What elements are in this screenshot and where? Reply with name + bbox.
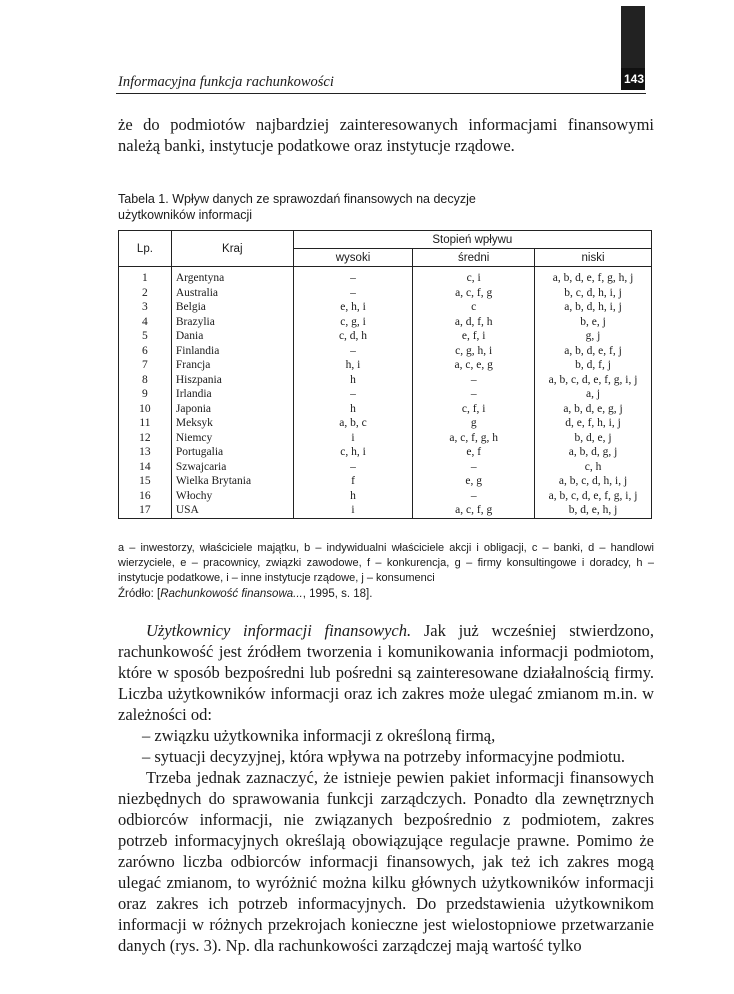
row-number: 2 (119, 286, 172, 301)
impact-high: – (293, 460, 413, 475)
table-row (119, 474, 652, 489)
table-row (119, 431, 652, 446)
country-name: Meksyk (171, 416, 293, 431)
table-notes: a – inwestorzy, właściciele majątku, b – indywidualni właściciele akcji i obligacji, c – banki, d – handlowi wierzyciele, e – pracownicy, związki zawodowe, f – konkurencja, g – firmy konsultingowe i doradcy, h – instytucje podatkowe, i – inne instytucje rządowe, j – konsumenci (118, 542, 654, 584)
impact-high: c, g, i (293, 315, 413, 330)
list-item: – związku użytkownika informacji z określoną firmą, (142, 726, 496, 745)
impact-medium: a, d, f, h (413, 315, 535, 330)
country-name: Irlandia (171, 387, 293, 402)
impact-high: c, d, h (293, 329, 413, 344)
impact-low: b, d, e, j (535, 431, 652, 446)
source-title: Rachunkowość finansowa... (160, 588, 303, 600)
header-rule (116, 93, 646, 94)
page-number: 143 (623, 72, 645, 86)
row-number: 13 (119, 445, 172, 460)
impact-low: a, b, d, e, f, j (535, 344, 652, 359)
row-number: 4 (119, 315, 172, 330)
impact-medium: c, i (413, 267, 535, 286)
impact-high: – (293, 344, 413, 359)
impact-low: a, b, d, h, i, j (535, 300, 652, 315)
table-row (119, 267, 652, 286)
impact-high: h (293, 373, 413, 388)
body-text (118, 620, 654, 956)
row-number: 8 (119, 373, 172, 388)
impact-low: g, j (535, 329, 652, 344)
impact-low: b, c, d, h, i, j (535, 286, 652, 301)
table-caption: Tabela 1. Wpływ danych ze sprawozdań finansowych na decyzje użytkowników informacji (118, 192, 476, 222)
header-low: niski (535, 249, 652, 267)
country-name: Wielka Brytania (171, 474, 293, 489)
impact-medium: a, c, f, g (413, 286, 535, 301)
header-high: wysoki (293, 249, 413, 267)
impact-medium: c (413, 300, 535, 315)
impact-low: a, b, d, g, j (535, 445, 652, 460)
country-name: Francja (171, 358, 293, 373)
table-body (119, 267, 652, 519)
impact-medium: e, f, i (413, 329, 535, 344)
country-name: Argentyna (171, 267, 293, 286)
paragraph-users (118, 620, 654, 725)
row-number: 12 (119, 431, 172, 446)
country-name: Finlandia (171, 344, 293, 359)
country-name: Belgia (171, 300, 293, 315)
table-row (119, 416, 652, 431)
impact-medium: – (413, 373, 535, 388)
impact-medium: c, f, i (413, 402, 535, 417)
impact-high: – (293, 267, 413, 286)
impact-medium: a, c, f, g (413, 503, 535, 518)
impact-low: c, h (535, 460, 652, 475)
impact-table (118, 230, 652, 519)
impact-medium: c, g, h, i (413, 344, 535, 359)
table-row (119, 358, 652, 373)
country-name: Szwajcaria (171, 460, 293, 475)
impact-high: f (293, 474, 413, 489)
paragraph-users-heading: Użytkownicy informacji finansowych. (146, 621, 412, 640)
paragraph-needs: Trzeba jednak zaznaczyć, że istnieje pewien pakiet informacji finansowych niezbędnych do sprawowania funkcji zarządczych. Ponadto dla zewnętrznych odbiorców informacji, nie związanych bezpośrednio z podmiotem, zakres potrzeb informacyjnych określają obowiązujące regulacje prawne. Pomimo że zarówno liczba odbiorców informacji finansowych, jak też ich zakres mogą ulegać zmianom, to wyróżnić można kilku głównych użytkowników informacji oraz zakres ich potrzeb informacyjnych. Do przedstawienia użytkownikom informacji w różnych przekrojach konieczne jest wielostopniowe przetwarzanie danych (rys. 3). Np. dla rachunkowości zarządczej mają wartość tylko (118, 768, 654, 955)
impact-low: b, d, f, j (535, 358, 652, 373)
source-prefix: Źródło: [ (118, 588, 161, 600)
country-name: Japonia (171, 402, 293, 417)
row-number: 6 (119, 344, 172, 359)
paragraph-users-text: Jak już wcześniej stwierdzono, rachunkowość jest źródłem tworzenia i komunikowania informacji podmiotom, które w sposób bezpośredni lub pośredni są zainteresowane działalnością firmy. Liczba użytkowników informacji oraz ich zakres może ulegać zmianom m.in. w zależności od: (118, 621, 654, 724)
country-name: Hiszpania (171, 373, 293, 388)
impact-medium: – (413, 489, 535, 504)
table-row (119, 387, 652, 402)
table-row (119, 489, 652, 504)
header-lp: Lp. (119, 231, 172, 267)
row-number: 14 (119, 460, 172, 475)
impact-high: a, b, c (293, 416, 413, 431)
row-number: 1 (119, 267, 172, 286)
row-number: 10 (119, 402, 172, 417)
country-name: Australia (171, 286, 293, 301)
impact-low: a, b, c, d, e, f, g, i, j (535, 489, 652, 504)
impact-high: i (293, 431, 413, 446)
row-number: 7 (119, 358, 172, 373)
table-row (119, 445, 652, 460)
country-name: Brazylia (171, 315, 293, 330)
impact-medium: – (413, 387, 535, 402)
table-row (119, 373, 652, 388)
header-impact: Stopień wpływu (293, 231, 651, 249)
running-title: Informacyjna funkcja rachunkowości (118, 74, 334, 90)
table-row (119, 315, 652, 330)
source-suffix: , 1995, s. 18]. (302, 588, 373, 600)
header-medium: średni (413, 249, 535, 267)
table-row (119, 344, 652, 359)
impact-high: h, i (293, 358, 413, 373)
row-number: 3 (119, 300, 172, 315)
impact-low: a, j (535, 387, 652, 402)
table-row (119, 286, 652, 301)
impact-low: d, e, f, h, i, j (535, 416, 652, 431)
table-row (119, 503, 652, 518)
impact-high: i (293, 503, 413, 518)
impact-medium: e, g (413, 474, 535, 489)
impact-low: a, b, d, e, f, g, h, j (535, 267, 652, 286)
row-number: 5 (119, 329, 172, 344)
row-number: 17 (119, 503, 172, 518)
row-number: 16 (119, 489, 172, 504)
row-number: 9 (119, 387, 172, 402)
impact-high: – (293, 387, 413, 402)
table-row (119, 402, 652, 417)
list-item: – sytuacji decyzyjnej, która wpływa na potrzeby informacyjne podmiotu. (142, 747, 625, 766)
country-name: Dania (171, 329, 293, 344)
impact-low: b, e, j (535, 315, 652, 330)
impact-high: c, h, i (293, 445, 413, 460)
country-name: Włochy (171, 489, 293, 504)
impact-low: a, b, c, d, h, i, j (535, 474, 652, 489)
impact-low: a, b, c, d, e, f, g, i, j (535, 373, 652, 388)
impact-medium: e, f (413, 445, 535, 460)
country-name: Niemcy (171, 431, 293, 446)
impact-medium: a, c, e, g (413, 358, 535, 373)
table-row (119, 329, 652, 344)
impact-high: h (293, 489, 413, 504)
table-row (119, 300, 652, 315)
impact-medium: a, c, f, g, h (413, 431, 535, 446)
impact-high: h (293, 402, 413, 417)
table-row (119, 460, 652, 475)
table-source (118, 587, 654, 602)
intro-paragraph: że do podmiotów najbardziej zainteresowanych informacjami finansowymi należą banki, instytucje podatkowe oraz instytucje rządowe. (118, 115, 654, 155)
impact-medium: g (413, 416, 535, 431)
impact-medium: – (413, 460, 535, 475)
row-number: 11 (119, 416, 172, 431)
row-number: 15 (119, 474, 172, 489)
country-name: Portugalia (171, 445, 293, 460)
impact-low: a, b, d, e, g, j (535, 402, 652, 417)
impact-low: b, d, e, h, j (535, 503, 652, 518)
impact-high: – (293, 286, 413, 301)
country-name: USA (171, 503, 293, 518)
impact-high: e, h, i (293, 300, 413, 315)
header-country: Kraj (171, 231, 293, 267)
